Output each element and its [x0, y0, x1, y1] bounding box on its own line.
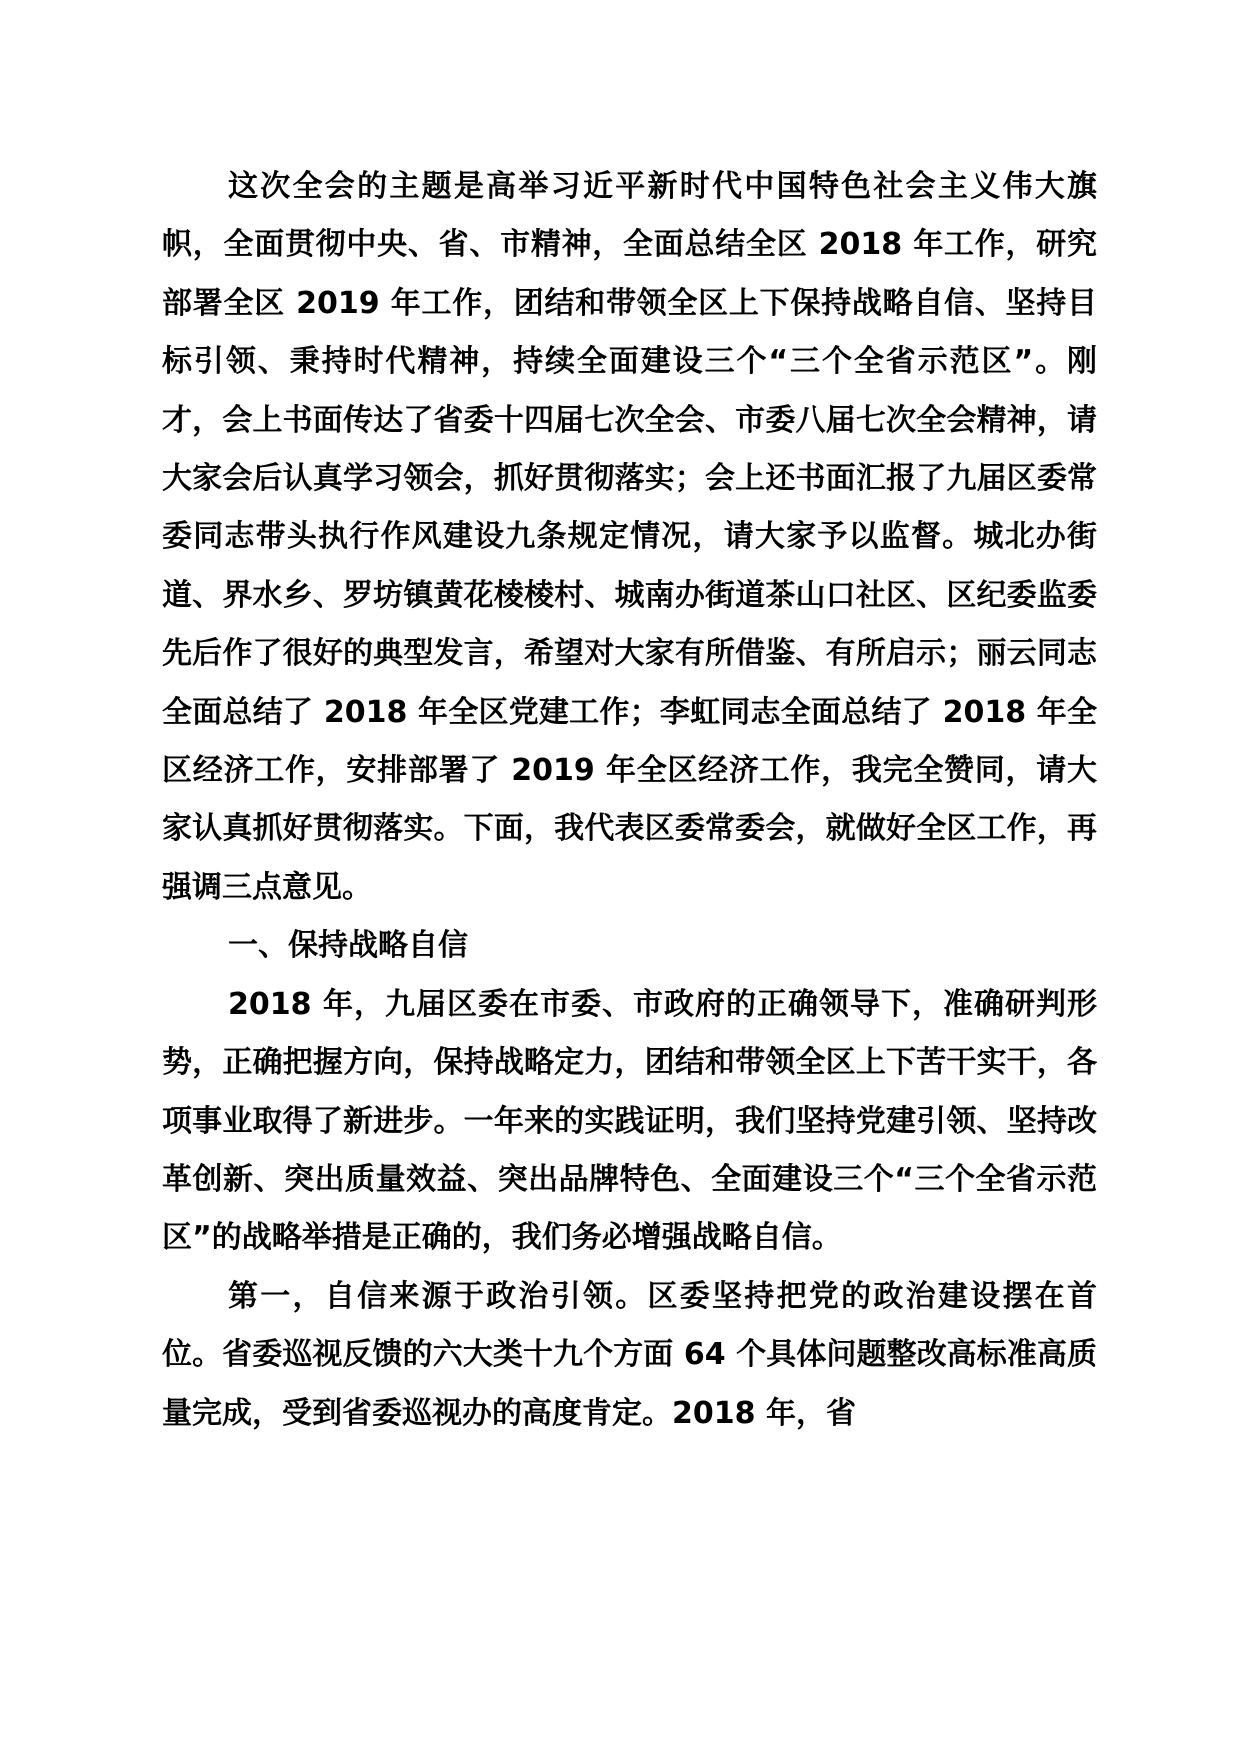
body-paragraph: 第一，自信来源于政治引领。区委坚持把党的政治建设摆在首位。省委巡视反馈的六大类十九个方面 64 个具体问题整改高标准高质量完成，受到省委巡视办的高度肯定。2018 年，省 — [162, 1278, 1097, 1431]
body-paragraph: 这次全会的主题是高举习近平新时代中国特色社会主义伟大旗帜，全面贯彻中央、省、市精神，全面总结全区 2018 年工作，研究部署全区 2019 年工作，团结和带领全区上下保持战略自信、坚持目标引领、秉持时代精神，持续全面建设三个“三个全省示范区”。刚才，会上书面传达了省委十四届七次全会、市委八届七次全会精神，请大家会后认真学习领会，抓好贯彻落实；会上还书面汇报了九届区委常委同志带头执行作风建设九条规定情况，请大家予以监督。城北办街道、界水乡、罗坊镇黄花棱棱村、城南办街道茶山口社区、区纪委监委先后作了很好的典型发言，希望对大家有所借鉴、有所启示；丽云同志全面总结了 2018 年全区党建工作；李虹同志全面总结了 2018 年全区经济工作，安排部署了 2019 年全区经济工作，我完全赞同，请大家认真抓好贯彻落实。下面，我代表区委常委会，就做好全区工作，再强调三点意见。 — [162, 169, 1097, 905]
section-heading: 一、保持战略自信 — [228, 928, 468, 964]
body-paragraph: 2018 年，九届区委在市委、市政府的正确领导下，准确研判形势，正确把握方向，保持战略定力，团结和带领全区上下苦干实干，各项事业取得了新进步。一年来的实践证明，我们坚持党建引领、坚持改革创新、突出质量效益、突出品牌特色、全面建设三个“三个全省示范区”的战略举措是正确的，我们务必增强战略自信。 — [162, 986, 1097, 1256]
document-page — [162, 158, 1097, 1443]
